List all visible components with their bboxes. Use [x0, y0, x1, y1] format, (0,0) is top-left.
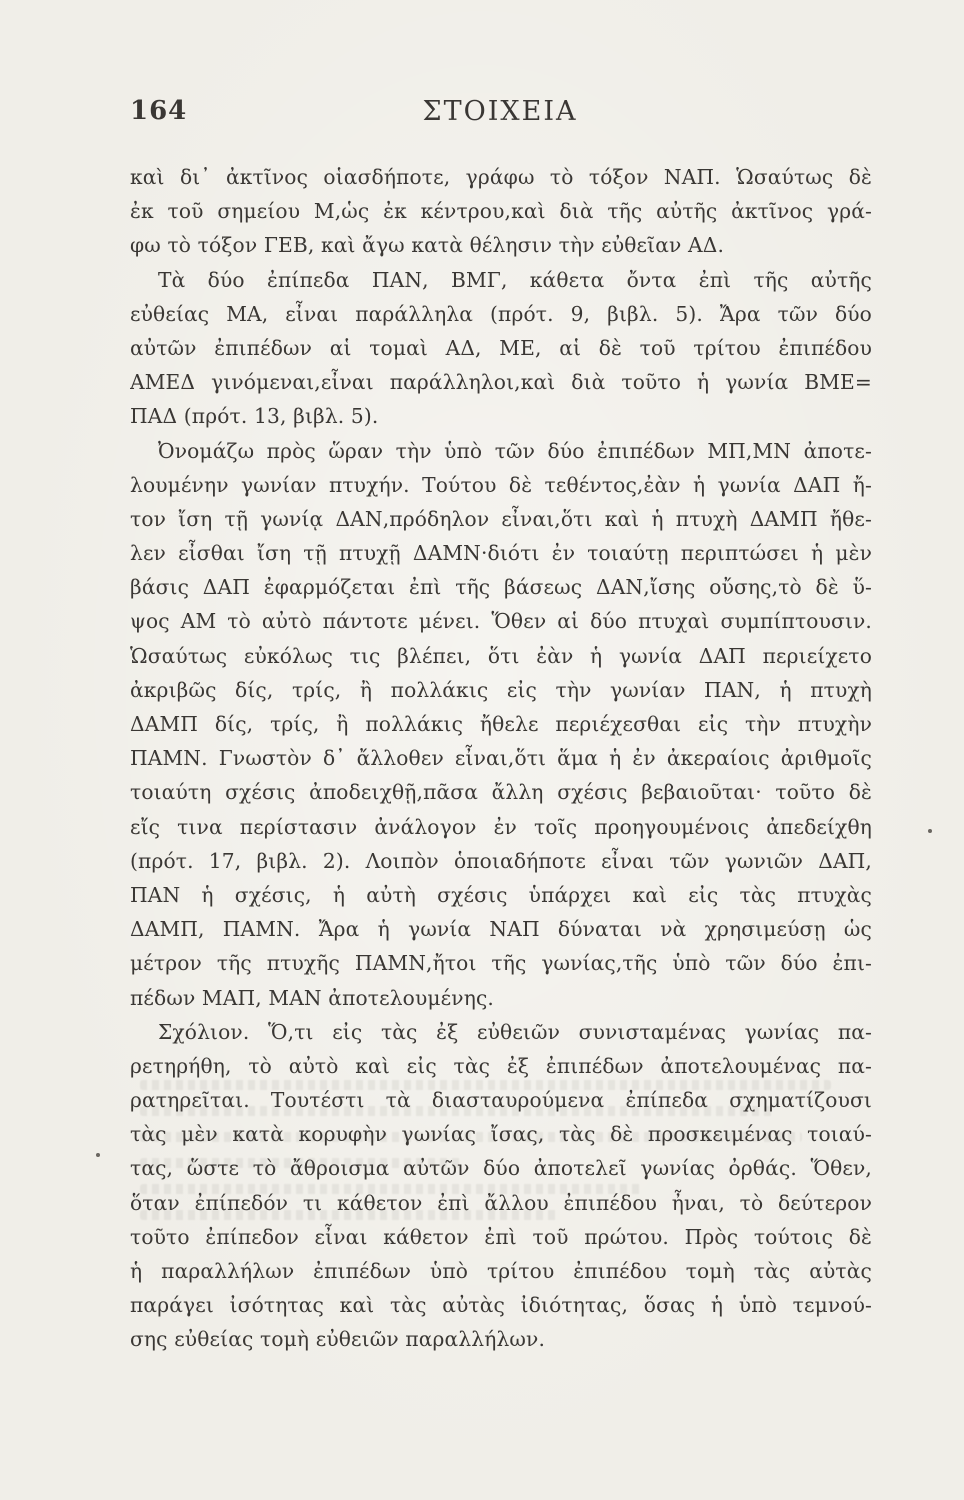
text-line: τον ἴση τῇ γωνίᾳ ΔΑΝ,πρόδηλον εἶναι,ὅτι καὶ ἡ πτυχὴ ΔΑΜΠ ἤθε-	[130, 506, 872, 531]
text-line: ΑΜΕΔ γινόμεναι,εἶναι παράλληλοι,καὶ διὰ τοῦτο ἡ γωνία ΒΜΕ=	[130, 370, 872, 395]
text-line: μέτρον τῆς πτυχῆς ΠΑΜΝ,ἤτοι τῆς γωνίας,τῆς ὑπὸ τῶν δύο ἐπι-	[130, 951, 872, 976]
page-header	[130, 96, 870, 136]
text-line: εἴς τινα περίστασιν ἀνάλογον ἐν τοῖς προηγουμένοις ἀπεδείχθη	[130, 814, 872, 839]
text-line: βάσις ΔΑΠ ἐφαρμόζεται ἐπὶ τῆς βάσεως ΔΑΝ,ἴσης οὔσης,τὸ δὲ ὕ-	[130, 575, 872, 600]
text-line: λεν εἶσθαι ἴση τῇ πτυχῇ ΔΑΜΝ·διότι ἐν τοιαύτῃ περιπτώσει ἡ μὲν	[130, 541, 872, 566]
text-line: λουμένην γωνίαν πτυχήν. Τούτου δὲ τεθέντος,ἐὰν ἡ γωνία ΔΑΠ ἤ-	[130, 472, 872, 497]
text-line: σης εὐθείας τομὴ εὐθειῶν παραλλήλων.	[130, 1327, 546, 1352]
text-line: Ὀνομάζω πρὸς ὥραν τὴν ὑπὸ τῶν δύο ἐπιπέδων ΜΠ,ΜΝ ἀποτε-	[158, 438, 872, 463]
text-line: αὐτῶν ἐπιπέδων αἱ τομαὶ ΑΔ, ΜΕ, αἱ δὲ τοῦ τρίτου ἐπιπέδου	[130, 335, 872, 360]
margin-speck	[96, 1153, 100, 1157]
body-text	[130, 160, 872, 1357]
text-line: ἡ παραλλήλων ἐπιπέδων ὑπὸ τρίτου ἐπιπέδου τομὴ τὰς αὐτὰς	[130, 1259, 872, 1283]
text-line: Τὰ δύο ἐπίπεδα ΠΑΝ, ΒΜΓ, κάθετα ὄντα ἐπὶ τῆς αὐτῆς	[158, 267, 872, 292]
text-line: ἐκ τοῦ σημείου Μ,ὡς ἐκ κέντρου,καὶ διὰ τῆς αὐτῆς ἀκτῖνος γρά-	[130, 199, 872, 224]
text-line: πέδων ΜΑΠ, ΜΑΝ ἀποτελουμένης.	[130, 985, 494, 1010]
text-line: ρετηρήθη, τὸ αὐτὸ καὶ εἰς τὰς ἐξ ἐπιπέδων ἀποτελουμένας πα-	[130, 1053, 872, 1078]
text-line: (πρότ. 17, βιβλ. 2). Λοιπὸν ὁποιαδήποτε εἶναι τῶν γωνιῶν ΔΑΠ,	[130, 848, 872, 873]
text-line: ὅταν ἐπίπεδόν τι κάθετον ἐπὶ ἄλλου ἐπιπέδου ἦναι, τὸ δεύτερον	[130, 1190, 872, 1215]
text-line: εὐθείας ΜΑ, εἶναι παράλληλα (πρότ. 9, βιβλ. 5). Ἄρα τῶν δύο	[130, 301, 872, 326]
page-number: 164	[130, 96, 188, 126]
text-line: τοῦτο ἐπίπεδον εἶναι κάθετον ἐπὶ τοῦ πρώτου. Πρὸς τούτοις δὲ	[130, 1224, 872, 1249]
text-line: παράγει ἰσότητας καὶ τὰς αὐτὰς ἰδιότητας, ὅσας ἡ ὑπὸ τεμνού-	[130, 1293, 872, 1318]
margin-speck	[928, 829, 932, 833]
text-line: Σχόλιον. Ὅ,τι εἰς τὰς ἐξ εὐθειῶν συνισταμένας γωνίας πα-	[158, 1019, 872, 1044]
running-head: ΣΤΟΙΧΕΙΑ	[422, 96, 578, 127]
text-line: ψος ΑΜ τὸ αὐτὸ πάντοτε μένει. Ὅθεν αἱ δύο πτυχαὶ συμπίπτουσιν.	[130, 609, 872, 634]
text-line: ΔΑΜΠ δίς, τρίς, ἢ πολλάκις ἤθελε περιέχεσθαι εἰς τὴν πτυχὴν	[130, 712, 872, 736]
text-line: ΔΑΜΠ, ΠΑΜΝ. Ἄρα ἡ γωνία ΝΑΠ δύναται νὰ χρησιμεύσῃ ὡς	[130, 917, 872, 942]
text-line: ἀκριβῶς δίς, τρίς, ἢ πολλάκις εἰς τὴν γωνίαν ΠΑΝ, ἡ πτυχὴ	[130, 677, 872, 702]
text-line: ΠΑΔ (πρότ. 13, βιβλ. 5).	[130, 404, 379, 429]
text-line: ΠΑΜΝ. Γνωστὸν δ᾽ ἄλλοθεν εἶναι,ὅτι ἅμα ἡ ἐν ἀκεραίοις ἀριθμοῖς	[130, 746, 872, 771]
text-line: καὶ δι᾽ ἀκτῖνος οἱασδήποτε, γράφω τὸ τόξον ΝΑΠ. Ὡσαύτως δὲ	[130, 165, 872, 189]
text-line: φω τὸ τόξον ΓΕΒ, καὶ ἄγω κατὰ θέλησιν τὴν εὐθεῖαν ΑΔ.	[130, 233, 725, 258]
text-line: τοιαύτη σχέσις ἀποδειχθῇ,πᾶσα ἄλλη σχέσις βεβαιοῦται· τοῦτο δὲ	[130, 780, 872, 805]
text-line: ΠΑΝ ἡ σχέσις, ἡ αὐτὴ σχέσις ὑπάρχει καὶ εἰς τὰς πτυχὰς	[130, 882, 872, 907]
text-line: τὰς μὲν κατὰ κορυφὴν γωνίας ἴσας, τὰς δὲ προσκειμένας τοιαύ-	[130, 1122, 872, 1147]
text-line: ρατηρεῖται. Τουτέστι τὰ διασταυρούμενα ἐπίπεδα σχηματίζουσι	[130, 1088, 872, 1113]
text-line: Ὡσαύτως εὐκόλως τις βλέπει, ὅτι ἐὰν ἡ γωνία ΔΑΠ περιείχετο	[130, 643, 872, 668]
text-line: τας, ὥστε τὸ ἄθροισμα αὐτῶν δύο ἀποτελεῖ γωνίας ὀρθάς. Ὅθεν,	[130, 1156, 872, 1181]
